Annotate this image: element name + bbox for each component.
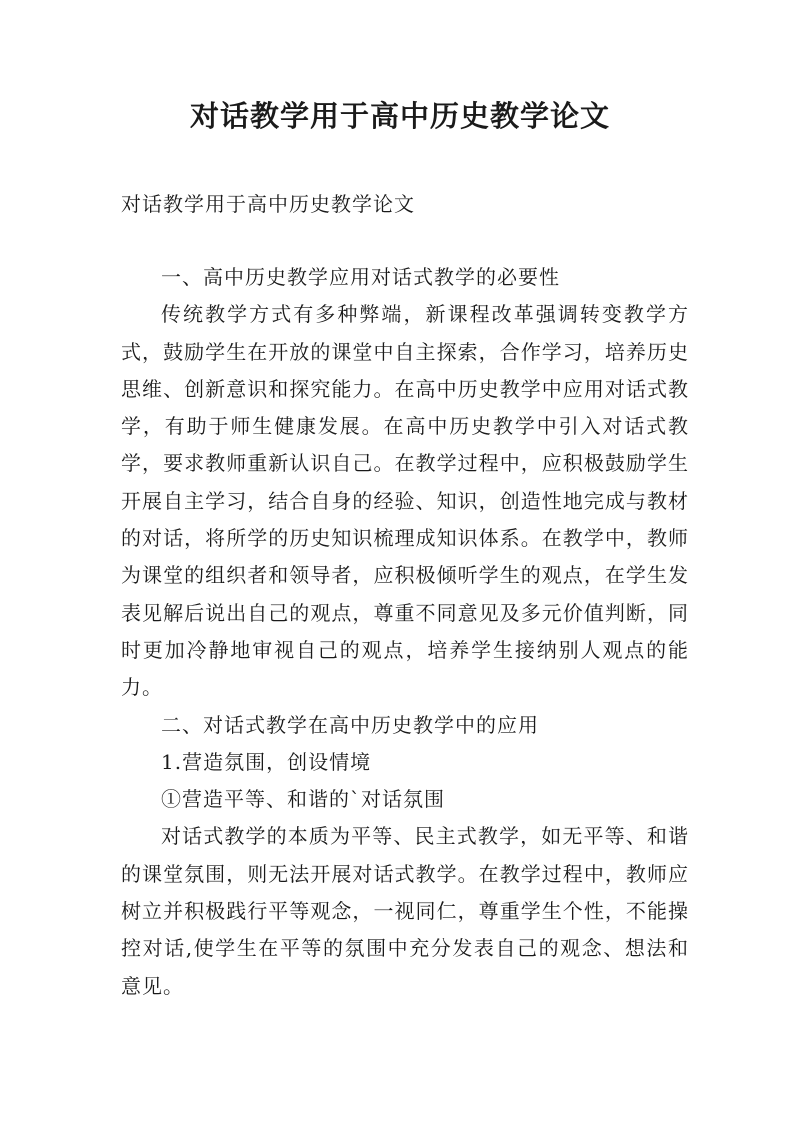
- document-body: [121, 259, 689, 1005]
- document-title: 对话教学用于高中历史教学论文: [189, 99, 610, 133]
- paragraph-traditional-teaching: 传统教学方式有多种弊端，新课程改革强调转变教学方式，鼓励学生在开放的课堂中自主探索，合作学习，培养历史思维、创新意识和探究能力。在高中历史教学中应用对话式教学，有助于师生健康发展。在高中历史教学中引入对话式教学，要求教师重新认识自己。在教学过程中，应积极鼓励学生开展自主学习，结合自身的经验、知识，创造性地完成与教材的对话，将所学的历史知识梳理成知识体系。在教学中，教师为课堂的组织者和领导者，应积极倾听学生的观点，在学生发表见解后说出自己的观点，尊重不同意见及多元价值判断，同时更加冷静地审视自己的观点，培养学生接纳别人观点的能力。: [121, 302, 689, 700]
- paragraph-dialogue-essence: 对话式教学的本质为平等、民主式教学，如无平等、和谐的课堂氛围，则无法开展对话式教学。在教学过程中，教师应树立并积极践行平等观念，一视同仁，尊重学生个性，不能操控对话,使学生在平等的氛围中充分发表自己的观念、想法和意见。: [121, 824, 689, 998]
- subheading-atmosphere: 1.营造氛围，创设情境: [161, 749, 372, 774]
- document-subtitle: 对话教学用于高中历史教学论文: [121, 192, 415, 216]
- section-heading-application: 二、对话式教学在高中历史教学中的应用: [161, 712, 539, 737]
- section-heading-necessity: 一、高中历史教学应用对话式教学的必要性: [161, 265, 560, 289]
- subheading-equal-dialogue: ①营造平等、和谐的`对话氛围: [161, 787, 445, 812]
